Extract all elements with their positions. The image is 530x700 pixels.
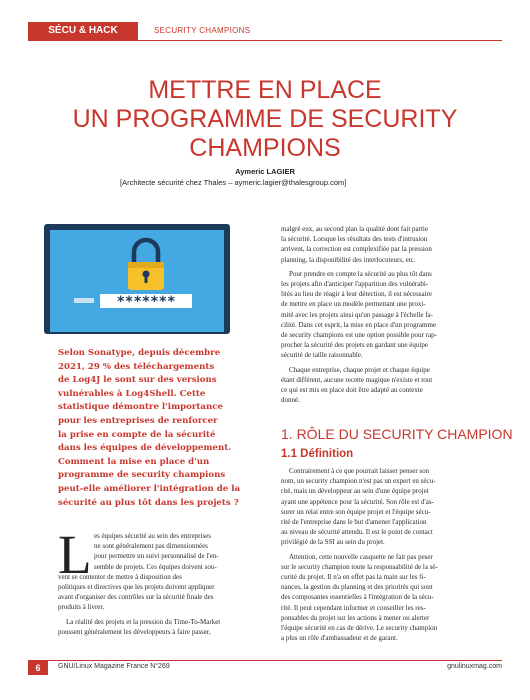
intro-line: Selon Sonatype, depuis décembre <box>58 348 221 358</box>
laptop-lock-illustration <box>34 222 252 336</box>
text-line: rité de l'entreprise dans le but d'amener l'application <box>281 518 427 527</box>
text-line: a plus un rôle d'ambassadeur et de garant. <box>281 634 398 643</box>
text-line: La réalité des projets et la pression du Time-To-Market <box>66 617 221 626</box>
text-line: poussent généralement les développeurs à faire passer, <box>58 627 211 636</box>
text-line: nances, la gestion du planning et des priorités qui sont <box>281 583 433 592</box>
header-rule <box>28 40 502 41</box>
page-number: 6 <box>28 661 48 675</box>
text-line: sécurité de taille raisonnable. <box>281 351 363 360</box>
subsection-heading: 1.1 Définition <box>281 448 354 460</box>
right-column-body <box>281 224 481 405</box>
text-line: politiques et directives que les projets doivent appliquer <box>58 583 215 592</box>
intro-line: de Log4J le sont sur des versions <box>58 375 217 386</box>
text-line: mité avec les projets ainsi qu'un passage à l'échelle fa- <box>281 310 433 319</box>
intro-line: programme de security champions <box>58 470 226 481</box>
text-line: sur le security champion toute la responsabilité de la sé- <box>281 562 438 571</box>
header-bar <box>0 22 530 40</box>
text-line: ponsables du projet sur les actions à mener ou alerter <box>281 613 430 622</box>
text-line: es équipes sécurité au sein des entreprises <box>94 532 212 540</box>
definition-body <box>281 466 481 643</box>
footer-rule <box>28 660 502 661</box>
title-line-1: METTRE EN PLACE <box>148 76 382 104</box>
text-line: arrivent, la correction est complexifiée par la pression <box>281 245 432 254</box>
intro-line: peut-elle améliorer l'intégration de la <box>58 483 241 494</box>
text-line: rité. Il peut cependant informer et conseiller les res- <box>281 603 426 612</box>
site-url: gnulinuxmag.com <box>447 663 502 670</box>
text-line: ne sont généralement pas dimensionnées <box>94 542 208 551</box>
text-line: vent se contenter de mettre à disposition des <box>58 572 182 581</box>
section-tag: SÉCU & HACK <box>28 22 138 40</box>
article-title <box>40 76 490 163</box>
author-name: Aymeric LAGIER <box>235 167 295 176</box>
intro-line: 2021, 29 % des téléchargements <box>58 361 215 372</box>
text-line: la sécurité. Lorsque les résultats des tests d'intrusion <box>281 235 428 244</box>
title-line-3: CHAMPIONS <box>189 134 341 162</box>
text-line: des composantes essentielles à l'intégration de la sécu- <box>281 593 434 602</box>
intro-line: pour les entreprises de renforcer <box>58 415 218 426</box>
drop-cap: L <box>58 524 92 585</box>
text-line: de security champions est une option possible pour rap- <box>281 331 437 340</box>
text-line: procher la sécurité des projets en gardant une équipe <box>281 341 428 350</box>
intro-line: vulnérables à Log4Shell. Cette <box>58 388 206 399</box>
text-line: Pour prendre en compte la sécurité au plus tôt dans <box>289 269 432 278</box>
author-block <box>0 167 530 187</box>
intro-line: statistique démontre l'importance <box>58 402 223 413</box>
left-column-body <box>58 524 258 637</box>
intro-line: dans les équipes de développement. <box>58 443 232 454</box>
text-line: l'équipe sécurité en cas de dérive. Le security champion <box>281 624 438 633</box>
magazine-name: GNU/Linux Magazine France N°269 <box>58 663 170 670</box>
section-heading: 1. RÔLE DU SECURITY CHAMPION <box>281 426 513 442</box>
password-field <box>100 294 192 310</box>
text-line: les projets afin d'anticiper l'apparition des vulnérabi- <box>281 280 429 289</box>
text-line: malgré eux, au second plan la qualité dont fait partie <box>281 225 428 233</box>
text-line: nom, un security champion n'est pas un expert en sécu- <box>281 477 436 486</box>
text-line: Attention, cette nouvelle casquette ne fait pas peser <box>289 552 433 561</box>
text-line: cilité. Dans cet esprit, la mise en place d'un programme <box>281 320 437 329</box>
text-line: étant différent, aucune recette magique n'existe et tout <box>281 375 433 384</box>
intro-line: sécurité au plus tôt dans les projets ? <box>58 497 239 508</box>
intro-line: la prise en compte de la sécurité <box>58 429 216 440</box>
text-line: au niveau de sécurité attendu. Il est le point de contact <box>281 528 433 537</box>
intro-lead <box>58 347 258 510</box>
text-line: de mettre en place un modèle permettant une proxi- <box>281 300 426 309</box>
text-line: lités au lieu de réagir à leur détection, il est nécessaire <box>281 290 433 299</box>
text-line: semble de projets. Ces équipes doivent sou- <box>94 562 217 571</box>
paragraph <box>58 617 258 637</box>
text-line: Chaque entreprise, chaque projet et chaque équipe <box>289 365 430 374</box>
text-line: Contrairement à ce que pourrait laisser penser son <box>289 467 430 475</box>
text-line: avant d'organiser des contrôles sur la sécurité finale des <box>58 593 214 602</box>
text-line: donné. <box>281 396 300 405</box>
text-line: curité du projet. Il n'a en effet pas la main sur les fi- <box>281 573 426 582</box>
svg-text:*******: ******* <box>116 294 176 310</box>
text-line: ce qui est mis en place doit être adapté au contexte <box>281 386 423 395</box>
text-line: privilégié de la SSI au sein du projet. <box>281 538 385 547</box>
text-line: pour permettre un suivi personnalisé de l'en- <box>94 552 219 561</box>
text-line: planning, la disponibilité des interlocuteurs, etc. <box>281 255 416 264</box>
text-line: produits à livrer. <box>58 603 105 612</box>
text-line: ayant une appétence pour la sécurité. Son rôle est d'as- <box>281 497 434 506</box>
author-role: [Architecte sécurité chez Thales – aymeric.lagier@thalesgroup.com] <box>120 178 347 187</box>
title-line-2: UN PROGRAMME DE SECURITY <box>72 105 458 133</box>
intro-line: Comment la mise en place d'un <box>58 456 210 467</box>
text-line: rité, mais un développeur au sein d'une équipe projet <box>281 487 429 496</box>
subsection-label: SECURITY CHAMPIONS <box>154 26 251 35</box>
text-line: surer un relai entre son équipe projet et l'équipe sécu- <box>281 507 431 516</box>
